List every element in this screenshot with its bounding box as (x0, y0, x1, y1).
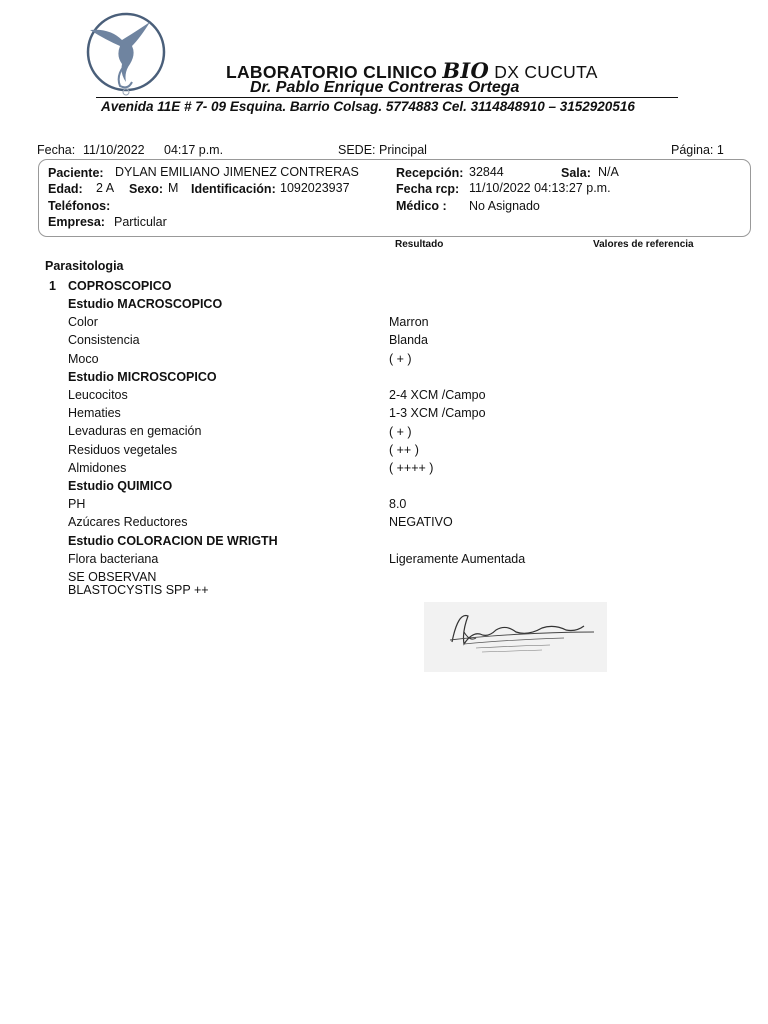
exam-title: COPROSCOPICO (68, 279, 172, 293)
result-value: 1-3 XCM /Campo (389, 406, 486, 420)
fecha-label: Fecha: (37, 143, 76, 157)
doctor-name: Dr. Pablo Enrique Contreras Ortega (250, 79, 520, 96)
medico-label: Médico : (396, 199, 447, 213)
recepcion-value: 32844 (469, 165, 504, 179)
referencia-header: Valores de referencia (593, 239, 694, 250)
sexo-value: M (168, 181, 179, 195)
result-value: ( + ) (389, 425, 412, 439)
recepcion-label: Recepción: (396, 166, 464, 180)
section-title: Parasitologia (45, 259, 124, 273)
macro-title: Estudio MACROSCOPICO (68, 297, 223, 311)
result-name: Hematies (68, 406, 121, 420)
lab-address: Avenida 11E # 7- 09 Esquina. Barrio Colsag. 5774883 Cel. 3114848910 – 3152920516 (101, 99, 635, 114)
sala-value: N/A (598, 165, 619, 179)
wright-title: Estudio COLORACION DE WRIGTH (68, 534, 278, 548)
edad-value: 2 A (96, 181, 115, 195)
sede-text: SEDE: Principal (338, 143, 427, 157)
telefonos-label: Teléfonos: (48, 199, 111, 213)
result-value: NEGATIVO (389, 515, 453, 529)
result-value: ( ++ ) (389, 443, 419, 457)
result-name: Levaduras en gemación (68, 424, 202, 438)
medico-value: No Asignado (469, 199, 540, 213)
empresa-value: Particular (114, 215, 167, 229)
paciente-value: DYLAN EMILIANO JIMENEZ CONTRERAS (115, 165, 359, 179)
result-name: Leucocitos (68, 388, 128, 402)
empresa-label: Empresa: (48, 215, 105, 229)
fecharcp-label: Fecha rcp: (396, 182, 460, 196)
result-value: 2-4 XCM /Campo (389, 388, 486, 402)
resultado-header: Resultado (395, 239, 444, 250)
lab-logo-icon (80, 10, 172, 102)
fecha-value: 11/10/2022 (83, 143, 145, 157)
result-value: Blanda (389, 333, 428, 347)
result-name: Color (68, 315, 98, 329)
edad-label: Edad: (48, 182, 83, 196)
result-name: PH (68, 497, 86, 511)
result-name: Almidones (68, 461, 127, 475)
observation-note: SE OBSERVAN (68, 570, 157, 584)
page-number: Página: 1 (671, 143, 724, 157)
result-value: 8.0 (389, 497, 407, 511)
result-value: ( + ) (389, 352, 412, 366)
result-value: ( ++++ ) (389, 461, 434, 475)
fecharcp-value: 11/10/2022 04:13:27 p.m. (469, 181, 611, 195)
identificacion-value: 1092023937 (280, 181, 350, 195)
signature-icon (424, 602, 607, 672)
sexo-label: Sexo: (129, 182, 164, 196)
result-name: Consistencia (68, 333, 140, 347)
result-value: Ligeramente Aumentada (389, 552, 526, 566)
micro-title: Estudio MICROSCOPICO (68, 370, 217, 384)
result-name: Flora bacteriana (68, 552, 159, 566)
sala-label: Sala: (561, 166, 591, 180)
signature-stamp (424, 602, 607, 672)
result-name: Azúcares Reductores (68, 515, 188, 529)
exam-number: 1 (49, 279, 56, 293)
identificacion-label: Identificación: (191, 182, 276, 196)
paciente-label: Paciente: (48, 166, 104, 180)
result-name: Moco (68, 352, 99, 366)
result-value: Marron (389, 315, 429, 329)
hora-value: 04:17 p.m. (164, 143, 224, 157)
result-name: Residuos vegetales (68, 443, 178, 457)
quimico-title: Estudio QUIMICO (68, 479, 173, 493)
lab-title: LABORATORIO CLINICO BIO DX CUCUTA (226, 58, 598, 83)
observation-note: BLASTOCYSTIS SPP ++ (68, 583, 209, 597)
header-divider (96, 97, 678, 98)
